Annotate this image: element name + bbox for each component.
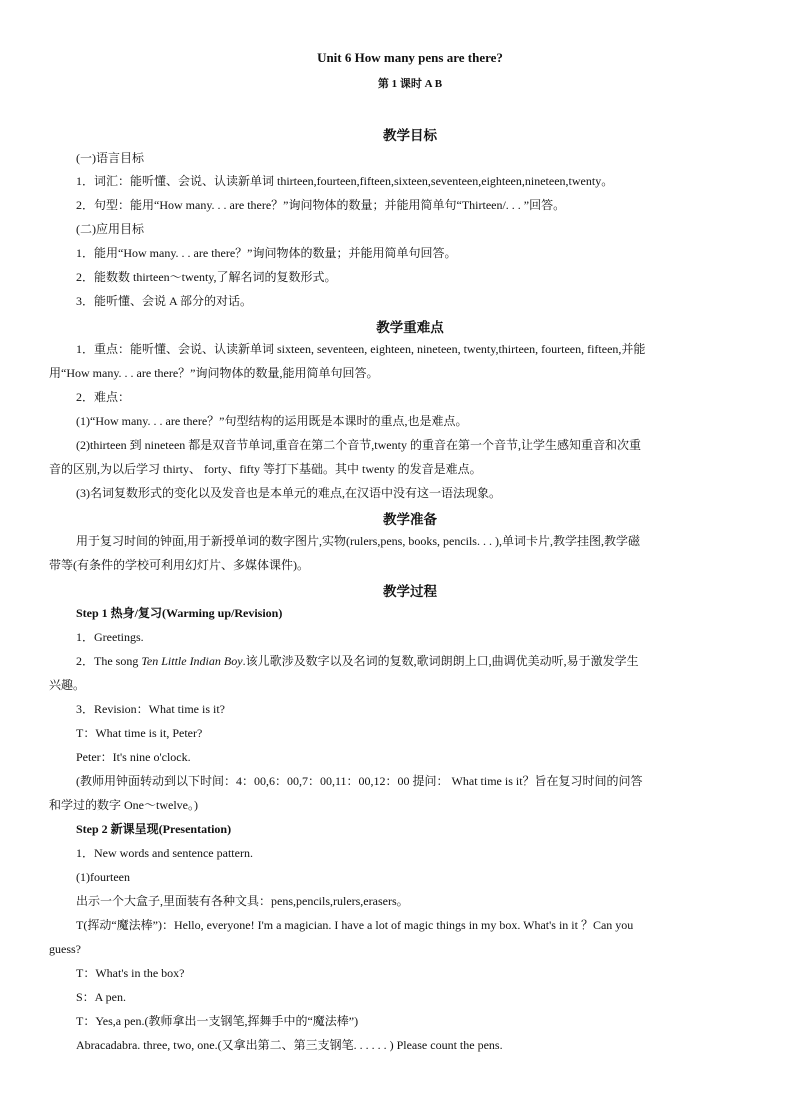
goals-lang-2: 2．句型：能用“How many. . . are there？”询问物体的数量；并能用简单句“Thirteen/. . . ”回答。 xyxy=(76,198,566,212)
preparation-line: 用于复习时间的钟面,用于新授单词的数字图片,实物(rulers,pens, books, pencils. . . ),单词卡片,教学挂图,教学磁 xyxy=(76,534,640,548)
teacher-note: (教师用钟面转动到以下时间：4：00,6：00,7：00,11：00,12：00 提问： What time is it？旨在复习时间的问答 xyxy=(76,774,643,788)
step2-question: T：What's in the box? xyxy=(76,966,185,980)
goals-lang-title: (一)语言目标 xyxy=(76,151,144,165)
heading-key-points: 教学重难点 xyxy=(376,320,444,336)
step2-fourteen: (1)fourteen xyxy=(76,870,130,884)
dialogue-peter: Peter：It's nine o'clock. xyxy=(76,750,191,764)
song-title: Ten Little Indian Boy xyxy=(141,654,243,668)
step1-item-1: 1．Greetings. xyxy=(76,630,144,644)
difficulty-2: (2)thirteen 到 nineteen 都是双音节单词,重音在第二个音节,twenty 的重音在第一个音节,让学生感知重音和次重 xyxy=(76,438,641,452)
page-title: Unit 6 How many pens are there? xyxy=(317,50,503,65)
goals-app-2: 2．能数数 thirteen～twenty,了解名词的复数形式。 xyxy=(76,270,337,284)
step2-abracadabra: Abracadabra. three, two, one.(又拿出第二、第三支钢笔. . . . . . ) Please count the pens. xyxy=(76,1038,503,1052)
goals-app-3: 3．能听懂、会说 A 部分的对话。 xyxy=(76,294,253,308)
teacher-note-cont: 和学过的数字 One～twelve。) xyxy=(49,798,198,812)
dialogue-teacher-1: T：What time is it, Peter? xyxy=(76,726,203,740)
step2-box: 出示一个大盒子,里面装有各种文具：pens,pencils,rulers,erasers。 xyxy=(76,894,409,908)
step2-heading: Step 2 新课呈现(Presentation) xyxy=(76,822,232,836)
key-point-2: 2．难点： xyxy=(76,390,131,404)
goals-lang-1: 1．词汇：能听懂、会说、认读新单词 thirteen,fourteen,fifteen,sixteen,seventeen,eighteen,nineteen,twenty。 xyxy=(76,174,614,188)
step1-item-2-pre: 2．The song xyxy=(76,654,142,668)
lesson-subtitle: 第 1 课时 A B xyxy=(377,78,443,90)
step1-heading: Step 1 热身/复习(Warming up/Revision) xyxy=(76,606,283,620)
step1-item-3: 3．Revision：What time is it? xyxy=(76,702,225,716)
heading-goals: 教学目标 xyxy=(383,128,437,144)
step2-teacher-magic: T(挥动“魔法棒”)：Hello, everyone! I'm a magician. I have a lot of magic things in my box. What's in it ？Can you xyxy=(76,918,634,932)
step2-student: S：A pen. xyxy=(76,990,127,1004)
step2-teacher-2: T：Yes,a pen.(教师拿出一支钢笔,挥舞手中的“魔法棒”) xyxy=(76,1014,359,1028)
preparation-line-cont: 带等(有条件的学校可利用幻灯片、多媒体课件)。 xyxy=(49,558,309,572)
step1-item-2 xyxy=(76,653,639,669)
heading-preparation: 教学准备 xyxy=(383,512,437,528)
step1-item-2-post: .该儿歌涉及数字以及名词的复数,歌词朗朗上口,曲调优美动听,易于激发学生 xyxy=(242,654,639,668)
step2-teacher-magic-cont: guess? xyxy=(49,942,81,956)
goals-app-1: 1．能用“How many. . . are there？”询问物体的数量；并能用简单句回答。 xyxy=(76,246,457,260)
goals-app-title: (二)应用目标 xyxy=(76,222,144,236)
difficulty-3: (3)名词复数形式的变化以及发音也是本单元的难点,在汉语中没有这一语法现象。 xyxy=(76,486,501,500)
difficulty-1: (1)“How many. . . are there？”句型结构的运用既是本课时的重点,也是难点。 xyxy=(76,414,468,428)
step1-item-2-cont: 兴趣。 xyxy=(49,678,86,692)
heading-process: 教学过程 xyxy=(383,584,437,600)
key-point-1: 1．重点：能听懂、会说、认读新单词 sixteen, seventeen, eighteen, nineteen, twenty,thirteen, fourteen, fifteen,并能 xyxy=(76,342,646,356)
key-point-1-cont: 用“How many. . . are there？”询问物体的数量,能用简单句回答。 xyxy=(49,366,379,380)
step2-item-1: 1．New words and sentence pattern. xyxy=(76,846,253,860)
difficulty-2-cont: 音的区别,为以后学习 thirty、 forty、fifty 等打下基础。其中 twenty 的发音是难点。 xyxy=(49,462,482,476)
